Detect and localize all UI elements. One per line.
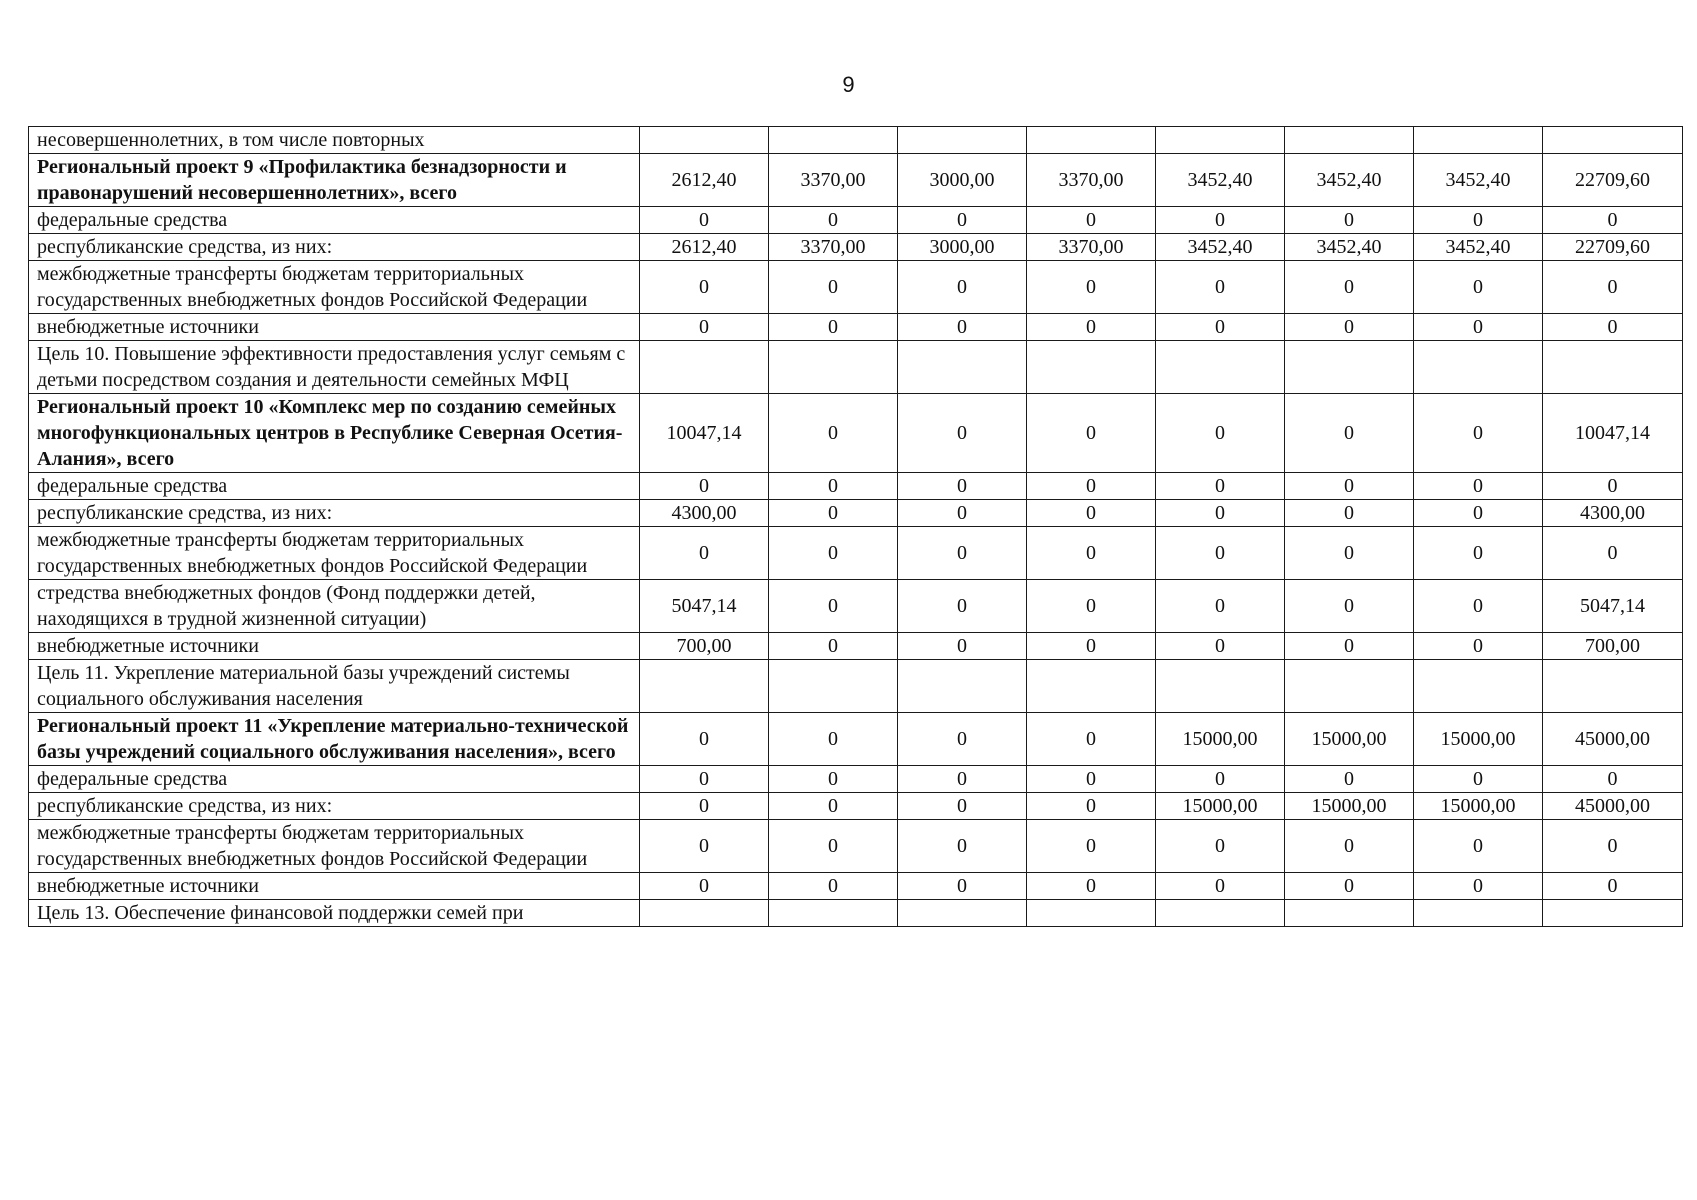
row-value-cell: 15000,00: [1285, 793, 1414, 820]
row-value-cell: 0: [769, 500, 898, 527]
row-label: Цель 10. Повышение эффективности предоставления услуг семьям с детьми посредством создания и деятельности семейных МФЦ: [29, 341, 640, 394]
row-value-cell: [640, 127, 769, 154]
page-number: 9: [842, 72, 855, 97]
row-value-cell: 3452,40: [1156, 154, 1285, 207]
row-value-cell: 0: [1156, 766, 1285, 793]
row-value-cell: 0: [1414, 766, 1543, 793]
row-label: Цель 13. Обеспечение финансовой поддержки семей при: [29, 900, 640, 927]
row-value-cell: [1285, 660, 1414, 713]
row-total-cell: 0: [1543, 766, 1683, 793]
row-value-cell: 0: [640, 314, 769, 341]
row-value-cell: 0: [1285, 820, 1414, 873]
row-value-cell: [1027, 341, 1156, 394]
row-value-cell: 0: [1414, 527, 1543, 580]
row-total-cell: 4300,00: [1543, 500, 1683, 527]
row-value-cell: [769, 660, 898, 713]
row-value-cell: 0: [769, 580, 898, 633]
row-total-cell: [1543, 900, 1683, 927]
row-label: республиканские средства, из них:: [29, 793, 640, 820]
table-row: [29, 660, 1683, 713]
row-value-cell: 0: [1285, 873, 1414, 900]
table-row: [29, 713, 1683, 766]
row-value-cell: 15000,00: [1414, 713, 1543, 766]
row-total-cell: [1543, 127, 1683, 154]
row-value-cell: 0: [1414, 820, 1543, 873]
row-value-cell: [1414, 660, 1543, 713]
row-value-cell: [640, 660, 769, 713]
row-label: федеральные средства: [29, 766, 640, 793]
row-label: федеральные средства: [29, 473, 640, 500]
row-value-cell: 0: [898, 314, 1027, 341]
row-value-cell: 0: [898, 766, 1027, 793]
table-row: [29, 154, 1683, 207]
row-total-cell: 0: [1543, 261, 1683, 314]
row-value-cell: 0: [898, 633, 1027, 660]
row-value-cell: 0: [640, 713, 769, 766]
row-label: республиканские средства, из них:: [29, 234, 640, 261]
row-value-cell: 0: [898, 713, 1027, 766]
row-value-cell: 0: [640, 766, 769, 793]
row-value-cell: 0: [1156, 314, 1285, 341]
row-label: несовершеннолетних, в том числе повторных: [29, 127, 640, 154]
row-total-cell: [1543, 660, 1683, 713]
table-row: [29, 500, 1683, 527]
row-label: Региональный проект 10 «Комплекс мер по созданию семейных многофункциональных центров в Республике Северная Осетия-Алания», всего: [29, 394, 640, 473]
row-value-cell: 10047,14: [640, 394, 769, 473]
row-label: Региональный проект 9 «Профилактика безнадзорности и правонарушений несовершеннолетних», всего: [29, 154, 640, 207]
row-value-cell: [1156, 660, 1285, 713]
row-value-cell: [1414, 900, 1543, 927]
row-value-cell: 0: [769, 820, 898, 873]
row-value-cell: 3370,00: [769, 154, 898, 207]
row-value-cell: 0: [1027, 527, 1156, 580]
table-row: [29, 341, 1683, 394]
table-row: [29, 633, 1683, 660]
row-value-cell: [769, 900, 898, 927]
row-value-cell: 0: [898, 261, 1027, 314]
row-value-cell: [898, 127, 1027, 154]
row-total-cell: 0: [1543, 207, 1683, 234]
row-value-cell: 0: [898, 500, 1027, 527]
row-label: межбюджетные трансферты бюджетам территориальных государственных внебюджетных фондов Российской Федерации: [29, 261, 640, 314]
row-value-cell: 0: [1414, 261, 1543, 314]
row-total-cell: 22709,60: [1543, 154, 1683, 207]
row-value-cell: [769, 127, 898, 154]
row-value-cell: 0: [640, 820, 769, 873]
row-label: стредства внебюджетных фондов (Фонд поддержки детей, находящихся в трудной жизненной ситуации): [29, 580, 640, 633]
row-value-cell: 15000,00: [1156, 713, 1285, 766]
row-value-cell: 0: [769, 473, 898, 500]
row-value-cell: [1027, 660, 1156, 713]
row-value-cell: [640, 341, 769, 394]
row-value-cell: 0: [1285, 766, 1414, 793]
row-value-cell: 0: [898, 207, 1027, 234]
row-value-cell: 0: [769, 793, 898, 820]
row-value-cell: 0: [1285, 473, 1414, 500]
row-value-cell: 0: [1027, 394, 1156, 473]
row-value-cell: [1027, 127, 1156, 154]
row-value-cell: 3370,00: [1027, 234, 1156, 261]
row-value-cell: 0: [898, 473, 1027, 500]
row-value-cell: 0: [640, 527, 769, 580]
row-total-cell: 22709,60: [1543, 234, 1683, 261]
row-total-cell: 700,00: [1543, 633, 1683, 660]
row-label: внебюджетные источники: [29, 633, 640, 660]
row-value-cell: 0: [1285, 633, 1414, 660]
row-value-cell: 3452,40: [1285, 234, 1414, 261]
row-value-cell: 2612,40: [640, 234, 769, 261]
row-value-cell: [898, 900, 1027, 927]
row-value-cell: [1156, 900, 1285, 927]
row-value-cell: 0: [1027, 207, 1156, 234]
row-total-cell: 0: [1543, 473, 1683, 500]
row-value-cell: 0: [769, 394, 898, 473]
row-value-cell: 0: [769, 713, 898, 766]
row-value-cell: 0: [1027, 713, 1156, 766]
row-value-cell: [1156, 127, 1285, 154]
row-label: республиканские средства, из них:: [29, 500, 640, 527]
row-value-cell: 700,00: [640, 633, 769, 660]
row-label: Региональный проект 11 «Укрепление материально-технической базы учреждений социального обслуживания населения», всего: [29, 713, 640, 766]
table-row: [29, 234, 1683, 261]
row-value-cell: 0: [1027, 766, 1156, 793]
row-value-cell: [1156, 341, 1285, 394]
row-value-cell: 0: [769, 261, 898, 314]
table-row: [29, 473, 1683, 500]
row-value-cell: 0: [1027, 500, 1156, 527]
row-total-cell: [1543, 341, 1683, 394]
table-row: [29, 793, 1683, 820]
row-value-cell: 0: [898, 820, 1027, 873]
row-label: межбюджетные трансферты бюджетам территориальных государственных внебюджетных фондов Российской Федерации: [29, 527, 640, 580]
row-value-cell: 0: [640, 873, 769, 900]
row-value-cell: 0: [1285, 261, 1414, 314]
table-row: [29, 527, 1683, 580]
row-total-cell: 45000,00: [1543, 793, 1683, 820]
table-body: [29, 127, 1683, 927]
table-row: [29, 766, 1683, 793]
row-value-cell: 0: [1156, 500, 1285, 527]
row-value-cell: 3452,40: [1156, 234, 1285, 261]
row-value-cell: 0: [640, 793, 769, 820]
row-value-cell: [1285, 341, 1414, 394]
row-value-cell: 0: [1285, 394, 1414, 473]
row-value-cell: 3452,40: [1285, 154, 1414, 207]
table-row: [29, 207, 1683, 234]
row-value-cell: 0: [640, 261, 769, 314]
row-value-cell: 0: [1156, 820, 1285, 873]
row-value-cell: 0: [898, 580, 1027, 633]
row-value-cell: 0: [1414, 394, 1543, 473]
table-row: [29, 820, 1683, 873]
row-value-cell: 0: [1156, 633, 1285, 660]
row-value-cell: 0: [1027, 793, 1156, 820]
row-value-cell: 3370,00: [769, 234, 898, 261]
row-value-cell: 0: [1285, 527, 1414, 580]
table-row: [29, 314, 1683, 341]
row-value-cell: 0: [1414, 207, 1543, 234]
row-total-cell: 0: [1543, 527, 1683, 580]
table-row: [29, 394, 1683, 473]
row-value-cell: 0: [1156, 580, 1285, 633]
row-value-cell: 0: [1156, 527, 1285, 580]
row-value-cell: 0: [898, 527, 1027, 580]
row-value-cell: [898, 341, 1027, 394]
row-label: внебюджетные источники: [29, 314, 640, 341]
row-value-cell: [1027, 900, 1156, 927]
row-value-cell: 0: [640, 473, 769, 500]
row-value-cell: 0: [1285, 314, 1414, 341]
row-value-cell: 0: [1156, 473, 1285, 500]
row-value-cell: 3000,00: [898, 234, 1027, 261]
row-value-cell: [1414, 127, 1543, 154]
row-value-cell: 3452,40: [1414, 234, 1543, 261]
row-total-cell: 0: [1543, 820, 1683, 873]
row-value-cell: 0: [1027, 580, 1156, 633]
row-value-cell: [640, 900, 769, 927]
row-total-cell: 0: [1543, 314, 1683, 341]
row-value-cell: 0: [1414, 500, 1543, 527]
row-value-cell: 5047,14: [640, 580, 769, 633]
row-total-cell: 0: [1543, 873, 1683, 900]
row-label: внебюджетные источники: [29, 873, 640, 900]
row-value-cell: 0: [769, 873, 898, 900]
row-value-cell: 15000,00: [1414, 793, 1543, 820]
row-value-cell: 0: [1285, 580, 1414, 633]
row-value-cell: 3452,40: [1414, 154, 1543, 207]
row-value-cell: 4300,00: [640, 500, 769, 527]
row-total-cell: 5047,14: [1543, 580, 1683, 633]
row-value-cell: 3370,00: [1027, 154, 1156, 207]
row-value-cell: 0: [1414, 633, 1543, 660]
row-value-cell: 0: [1285, 500, 1414, 527]
row-label: федеральные средства: [29, 207, 640, 234]
row-total-cell: 10047,14: [1543, 394, 1683, 473]
table-row: [29, 900, 1683, 927]
row-value-cell: 2612,40: [640, 154, 769, 207]
row-value-cell: 0: [1027, 633, 1156, 660]
row-value-cell: [769, 341, 898, 394]
row-value-cell: 0: [898, 793, 1027, 820]
row-value-cell: 0: [1027, 873, 1156, 900]
row-value-cell: 0: [898, 873, 1027, 900]
row-value-cell: 0: [769, 633, 898, 660]
row-value-cell: [898, 660, 1027, 713]
row-value-cell: 0: [1285, 207, 1414, 234]
budget-table: [28, 126, 1683, 927]
row-value-cell: 0: [1027, 473, 1156, 500]
row-label: Цель 11. Укрепление материальной базы учреждений системы социального обслуживания населения: [29, 660, 640, 713]
row-value-cell: 0: [1414, 473, 1543, 500]
row-value-cell: 0: [1414, 580, 1543, 633]
row-value-cell: 0: [1156, 261, 1285, 314]
row-value-cell: 0: [1027, 314, 1156, 341]
row-value-cell: 15000,00: [1156, 793, 1285, 820]
row-value-cell: [1285, 900, 1414, 927]
row-value-cell: 0: [769, 766, 898, 793]
table-row: [29, 127, 1683, 154]
row-value-cell: 0: [1156, 394, 1285, 473]
row-value-cell: 15000,00: [1285, 713, 1414, 766]
row-value-cell: [1285, 127, 1414, 154]
row-value-cell: 0: [769, 527, 898, 580]
row-total-cell: 45000,00: [1543, 713, 1683, 766]
table-row: [29, 261, 1683, 314]
row-value-cell: 0: [1414, 314, 1543, 341]
row-value-cell: 0: [1027, 261, 1156, 314]
table-row: [29, 580, 1683, 633]
row-value-cell: 0: [769, 207, 898, 234]
table-row: [29, 873, 1683, 900]
row-value-cell: 0: [898, 394, 1027, 473]
row-value-cell: 0: [1156, 207, 1285, 234]
row-value-cell: 3000,00: [898, 154, 1027, 207]
row-value-cell: 0: [640, 207, 769, 234]
row-value-cell: 0: [1156, 873, 1285, 900]
row-value-cell: [1414, 341, 1543, 394]
row-value-cell: 0: [769, 314, 898, 341]
row-value-cell: 0: [1027, 820, 1156, 873]
row-value-cell: 0: [1414, 873, 1543, 900]
row-label: межбюджетные трансферты бюджетам территориальных государственных внебюджетных фондов Российской Федерации: [29, 820, 640, 873]
